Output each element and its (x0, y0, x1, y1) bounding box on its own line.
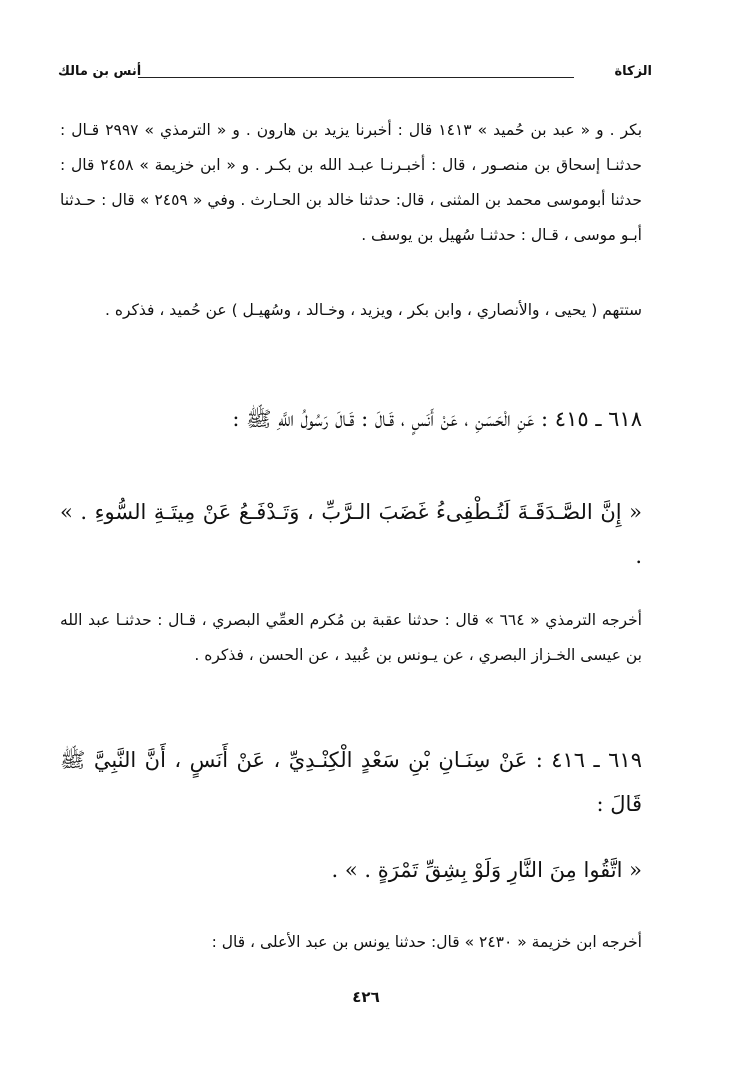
page-number: ٤٢٦ (352, 988, 380, 1006)
hadith-619-isnad (60, 738, 642, 826)
running-header (58, 60, 674, 88)
takhrij-paragraph-1 (60, 113, 642, 253)
takhrij-paragraph-3 (60, 603, 642, 673)
header-narrator-name: أنس بن مالك (58, 64, 142, 79)
header-chapter-title: الزكاة (614, 64, 652, 79)
paragraph-text: أخرجه الترمذي « ٦٦٤ » قال : حدثنا عقبة بن مُكرم العمِّي البصري ، قـال : حدثنـا عبد الله بن عيسى الخـزاز البصري ، عن يـونس بن عُبيد ، عن الحسن ، فذكره . (60, 611, 642, 664)
hadith-619-matn (60, 848, 642, 892)
hadith-text: ٦١٨ ـ ٤١٥ : عَنِ الْحَسَنِ ، عَنْ أَنَسٍ ، قَـالَ : قَـالَ رَسُولُ اللَّهِ ﷺ : (232, 407, 642, 431)
hadith-618-matn (60, 490, 642, 578)
takhrij-paragraph-4 (60, 925, 642, 960)
paragraph-text: بكر . و « عبد بن حُميد » ١٤١٣ قال : أخبرنا يزيد بن هارون . و « الترمذي » ٢٩٩٧ قـال : حدثنـا إسحاق بن منصـور ، قال : أخبـرنـا عبـد الله بن بكـر . و « ابن خزيمة » ٢٤٥٨ قال : حدثنا أبوموسى محمد بن المثنى ، قال: حدثنا خالد بن الحـارث . وفي « ٢٤٥٩ » قال : حـدثنا أبـو موسى ، قـال : حدثنـا سُهيل بن يوسف . (60, 121, 643, 244)
paragraph-text: أخرجه ابن خزيمة « ٢٤٣٠ » قال: حدثنا يونس بن عبد الأعلى ، قال : (211, 933, 642, 951)
hadith-text: ٦١٩ ـ ٤١٦ : عَنْ سِنَـانِ بْنِ سَعْدٍ الْكِنْـدِيِّ ، عَنْ أَنَسٍ ، أَنَّ النَّبِيَّ ﷺ قَالَ : (60, 748, 642, 816)
hadith-text: « اتَّقُوا مِنَ النَّارِ وَلَوْ بِشِقِّ تَمْرَةٍ . » . (331, 858, 642, 882)
hadith-text: « إِنَّ الصَّـدَقَـةَ لَتُـطْفِىءُ غَضَبَ الـرَّبِّ ، وَتَـدْفَـعُ عَنْ مِيتَـةِ السُّوءِ . » . (60, 500, 642, 568)
takhrij-paragraph-2 (60, 293, 642, 328)
hadith-618-isnad (60, 397, 642, 441)
header-rule (138, 77, 574, 78)
paragraph-text: ستتهم ( يحيى ، والأنصاري ، وابن بكر ، ويزيد ، وخـالد ، وسُهيـل ) عن حُميد ، فذكره . (105, 301, 642, 319)
